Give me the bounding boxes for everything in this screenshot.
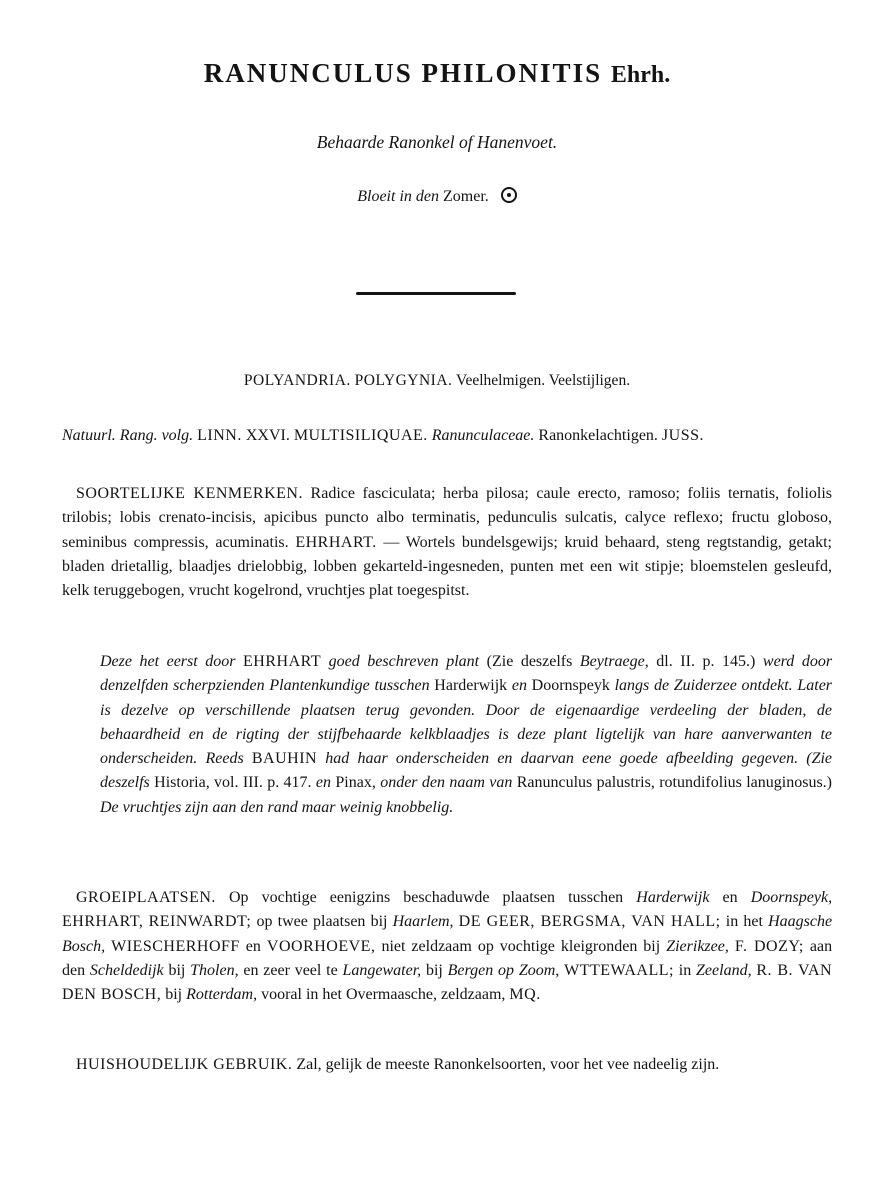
dutch-description: — Wortels bundelsgewijs; kruid behaard, steng regtstandig, getakt; bladen drietallig, blaadjes drielobbig, lobben gekarteld-ingesneden, punten met een wit stipje; bloemstelen gesleufd, kelk teruggebogen, vrucht kogelrond, vruchtjes plat toegespitst. xyxy=(62,533,832,600)
place-name: Doornspeyk, xyxy=(750,889,833,906)
flowering-text: Bloeit in den xyxy=(357,188,439,205)
text-run: Op vochtige eenigzins beschaduwde plaatsen tusschen xyxy=(228,889,624,906)
separator-rule xyxy=(356,292,516,295)
text-run: Zal, gelijk de meeste Ranonkelsoorten, voor het vee nadeelig zijn. xyxy=(296,1056,720,1073)
person-name: DE GEER, BERGSMA, VAN HALL; xyxy=(458,913,721,931)
class-polyandria: POLYANDRIA. xyxy=(243,372,351,389)
text-run: had haar onderscheiden en daarvan eene goede afbeelding gegeven. (Zie deszelfs xyxy=(100,750,833,792)
classification-dutch: Veelhelmigen. Veelstijligen. xyxy=(456,372,631,389)
place-name: Harderwijk xyxy=(434,677,508,695)
text-run: Deze het eerst door xyxy=(100,653,236,670)
person-name: EHRHART xyxy=(243,653,322,670)
text-run: bij xyxy=(425,961,443,979)
text-run: op twee plaatsen bij xyxy=(256,913,388,931)
text-run: bij xyxy=(168,961,186,979)
work-title: Beytraege xyxy=(579,653,645,670)
person-name: EHRHART, xyxy=(62,913,144,931)
synonym-name: Ranunculus palustris, rotundifolius lanuginosus.) xyxy=(516,774,833,792)
place-name: Haarlem, xyxy=(392,913,454,931)
text-run: en xyxy=(722,889,738,906)
place-name: Rotterdam, xyxy=(186,986,258,1004)
flowering-line xyxy=(0,187,874,206)
latin-description: Radice fasciculata; herba pilosa; caule erecto, ramoso; foliis ternatis, foliolis trilobis; lobis crenato-incisis, apicibus puncto albo terminatis, pedunculis sulcatis, calyce reflexo; fructu globoso, seminibus compressis, acuminatis. xyxy=(62,485,833,551)
person-name: BAUHIN xyxy=(251,750,318,768)
family-name: Ranunculaceae. xyxy=(431,427,535,444)
place-name: Zeeland, xyxy=(696,961,752,979)
linnaean-classification xyxy=(0,372,874,390)
text-run: en xyxy=(315,774,332,792)
text-run: langs de Zuiderzee ontdekt. Later is dezelve op verschillende plaatsen terug gevonden. Door de eigenaardige verdeeling der bladen, de behaardheid en de rigting der stijfbehaarde kelkblaadjes is deze plant ligtelijk van hare aanverwanten te onderscheiden. Reeds xyxy=(100,677,833,768)
text-run: , dl. II. p. 145.) xyxy=(644,653,756,670)
domestic-use-paragraph xyxy=(76,1056,836,1074)
text-run: bij xyxy=(165,986,183,1004)
order-polygynia: POLYGYNIA. xyxy=(354,372,453,389)
person-name: WTTEWAALL; xyxy=(564,961,674,979)
order-number: XXVI. xyxy=(245,427,290,444)
specific-characters-paragraph xyxy=(62,482,832,603)
place-name: Harderwijk xyxy=(636,889,710,906)
person-name: VOORHOEVE, xyxy=(266,937,376,955)
discovery-paragraph xyxy=(100,650,832,820)
text-run: niet zeldzaam op vochtige kleigronden bij xyxy=(381,937,661,955)
place-name: Tholen, xyxy=(190,961,239,979)
place-name: Zierikzee, xyxy=(666,937,729,955)
author-ehrhart: EHRHART. xyxy=(295,533,377,551)
place-name: Doornspeyk xyxy=(531,677,610,695)
section-heading: HUISHOUDELIJK GEBRUIK. xyxy=(76,1056,293,1073)
person-name: MQ. xyxy=(509,986,541,1004)
work-title: Historia, vol. III. p. 417. xyxy=(154,774,312,792)
place-name: Langewater, xyxy=(342,961,422,979)
section-heading: GROEIPLAATSEN. xyxy=(76,889,216,906)
text-run: aan den xyxy=(62,937,833,979)
natural-order-line xyxy=(62,427,842,445)
text-run: onder den naam van xyxy=(380,774,513,792)
text-run: werd door denzelfden scherpzienden Plantenkundige tusschen xyxy=(100,653,833,695)
flowering-season: Zomer. xyxy=(443,188,489,205)
order-multisiliquae: MULTISILIQUAE. xyxy=(293,427,428,444)
text-run: (Zie deszelfs xyxy=(486,653,573,670)
person-name: WIESCHERHOFF xyxy=(111,937,240,955)
text-run: in xyxy=(678,961,692,979)
family-dutch: Ranonkelachtigen. xyxy=(538,427,658,444)
text-run: en xyxy=(511,677,527,695)
person-name: REINWARDT; xyxy=(148,913,252,931)
juss-abbrev: JUSS. xyxy=(661,427,704,444)
text-run: en zeer veel te xyxy=(243,961,338,979)
section-heading: SOORTELIJKE KENMERKEN. xyxy=(76,485,303,502)
author-abbreviation: Ehrh. xyxy=(610,62,671,88)
place-name: Bergen op Zoom, xyxy=(447,961,560,979)
linn-abbrev: LINN. xyxy=(197,427,242,444)
place-name: Haagsche Bosch, xyxy=(62,913,833,955)
place-name: Scheldedijk xyxy=(89,961,164,979)
text-run: in het xyxy=(725,913,763,931)
habitats-paragraph xyxy=(62,886,832,1007)
text-run: goed beschreven plant xyxy=(328,653,480,670)
common-name: Behaarde Ranonkel of Hanenvoet. xyxy=(316,132,558,152)
natural-order-label: Natuurl. Rang. volg. xyxy=(62,427,194,444)
text-run: De vruchtjes zijn aan den rand maar weinig knobbelig. xyxy=(100,798,454,816)
work-title: Pinax, xyxy=(335,774,376,792)
text-run: vooral in het Overmaasche, zeldzaam, xyxy=(261,986,506,1004)
person-name: R. B. VAN DEN BOSCH, xyxy=(62,961,833,1004)
page-title xyxy=(0,58,874,89)
text-run: en xyxy=(245,937,261,955)
person-name: F. DOZY; xyxy=(734,937,804,955)
species-name: RANUNCULUS PHILONITIS xyxy=(203,58,603,88)
annual-circle-icon xyxy=(501,187,517,203)
